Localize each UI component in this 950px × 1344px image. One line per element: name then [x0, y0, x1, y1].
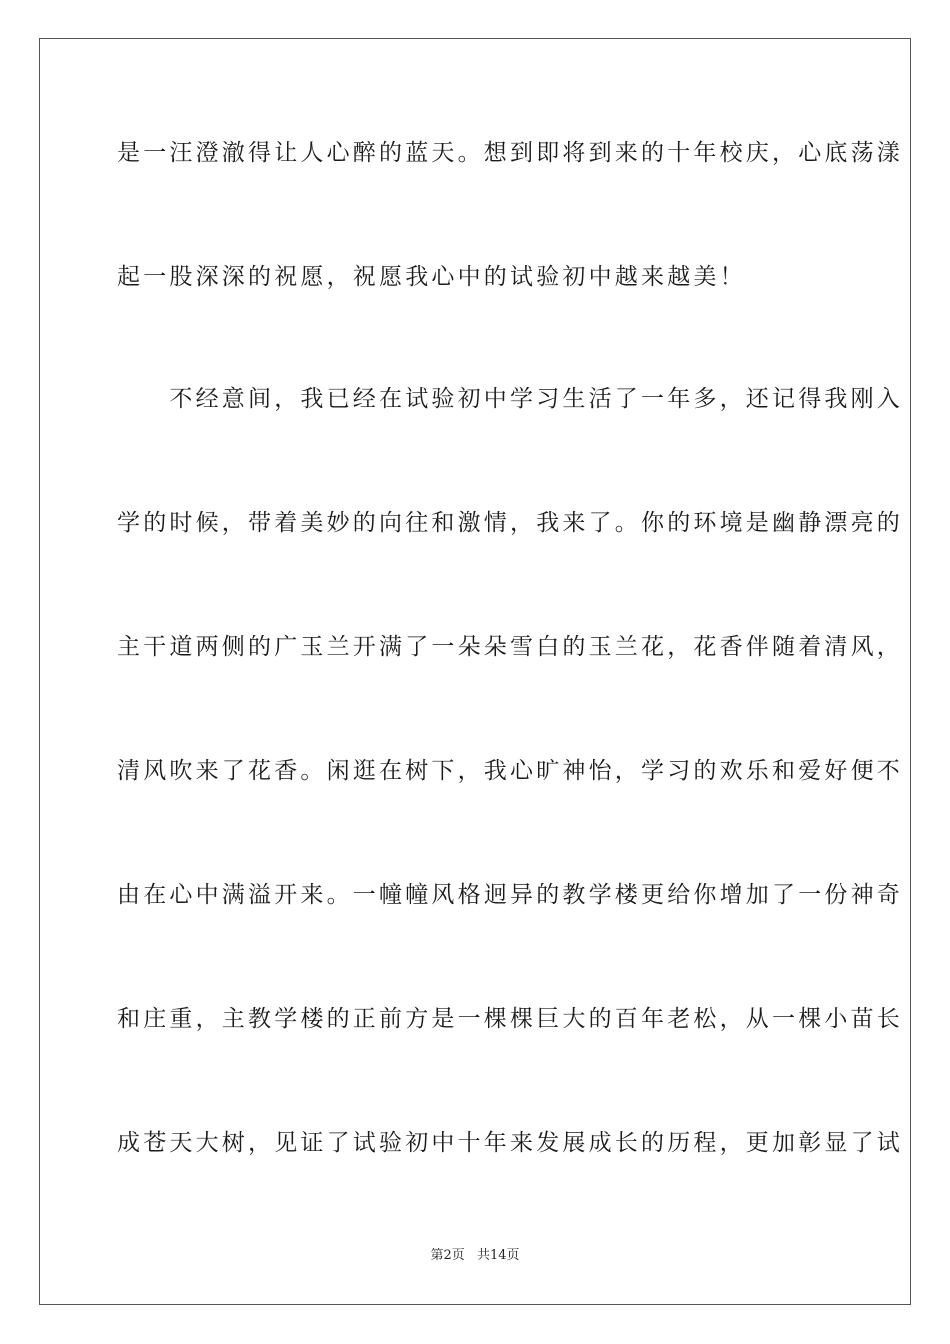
text-line: 成苍天大树，见证了试验初中十年来发展成长的历程，更加彰显了试 [117, 1130, 903, 1156]
page-border [39, 38, 911, 1305]
text-line: 由在心中满溢开来。一幢幢风格迥异的教学楼更给你增加了一份神奇 [117, 882, 903, 908]
text-line: 是一汪澄澈得让人心醉的蓝天。想到即将到来的十年校庆，心底荡漾 [117, 140, 903, 166]
text-line: 不经意间，我已经在试验初中学习生活了一年多，还记得我刚入 [117, 386, 903, 412]
text-line: 和庄重，主教学楼的正前方是一棵棵巨大的百年老松，从一棵小苗长 [117, 1006, 903, 1032]
text-line: 学的时候，带着美妙的向往和激情，我来了。你的环境是幽静漂亮的 [117, 510, 903, 536]
page-total: 共14页 [476, 1248, 520, 1263]
text-line: 起一股深深的祝愿，祝愿我心中的试验初中越来越美！ [117, 264, 746, 290]
text-line: 清风吹来了花香。闲逛在树下，我心旷神怡，学习的欢乐和爱好便不 [117, 758, 903, 784]
text-line: 主干道两侧的广玉兰开满了一朵朵雪白的玉兰花，花香伴随着清风， [117, 634, 903, 660]
page-footer [0, 1247, 950, 1265]
page-number: 第2页 [430, 1248, 465, 1263]
